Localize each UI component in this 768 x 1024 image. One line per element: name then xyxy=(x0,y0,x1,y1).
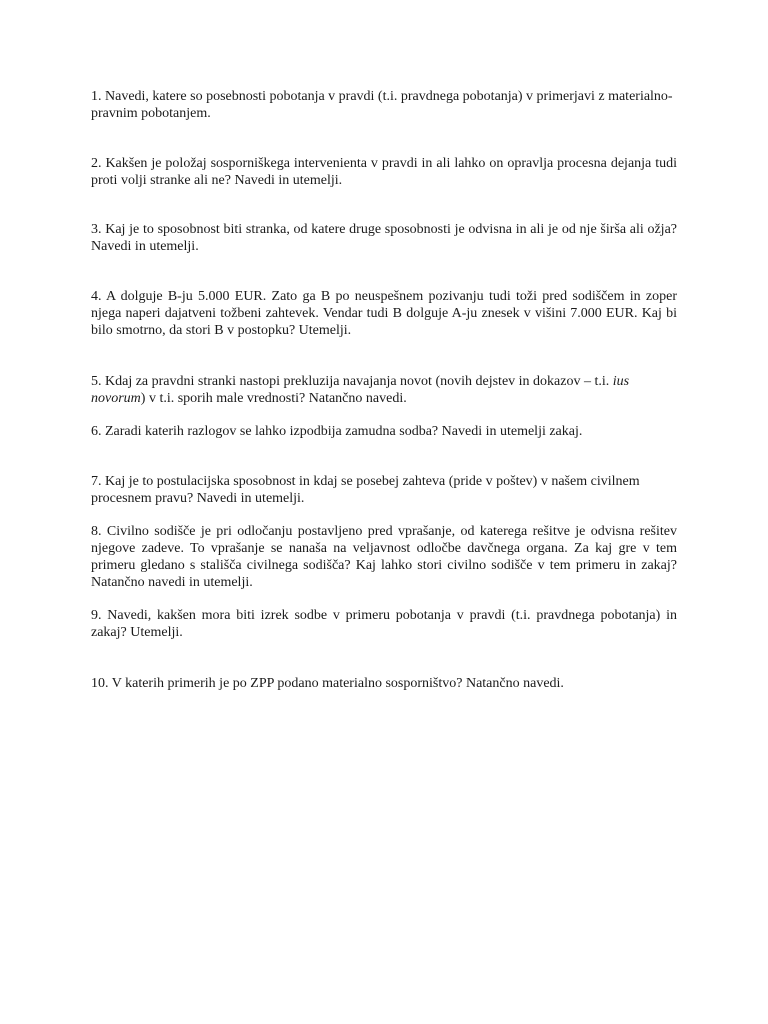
question-3: 3. Kaj je to sposobnost biti stranka, od katere druge sposobnosti je odvisna in ali je od nje širša ali ožja? Navedi in utemelji. xyxy=(91,222,677,254)
question-5 xyxy=(91,373,677,407)
question-9: 9. Navedi, kakšen mora biti izrek sodbe v primeru pobotanja v pravdi (t.i. pravdnega pobotanja) in zakaj? Utemelji. xyxy=(91,608,677,640)
question-7: 7. Kaj je to postulacijska sposobnost in kdaj se posebej zahteva (pride v poštev) v našem civilnem procesnem pravu? Navedi in utemelji. xyxy=(91,474,640,506)
question-5-text-end: ) v t.i. sporih male vrednosti? Natančno navedi. xyxy=(140,391,407,406)
question-1: 1. Navedi, katere so posebnosti pobotanja v pravdi (t.i. pravdnega pobotanja) v primerjavi z materialno-pravnim pobotanjem. xyxy=(91,89,673,121)
question-5-italic-term: ius novorum xyxy=(91,374,630,406)
question-4: 4. A dolguje B-ju 5.000 EUR. Zato ga B po neuspešnem pozivanju tudi toži pred sodiščem in zoper njega naperi dajatveni tožbeni zahtevek. Vendar tudi B dolguje A-ju znesek v višini 7.000 EUR. Kaj bi bilo smotrno, da stori B v postopku? Utemelji. xyxy=(91,289,677,338)
question-5-text-start: 5. Kdaj za pravdni stranki nastopi prekluzija navajanja novot (novih dejstev in dokazov – t.i. xyxy=(91,374,613,389)
question-2: 2. Kakšen je položaj sosporniškega intervenienta v pravdi in ali lahko on opravlja procesna dejanja tudi proti volji stranke ali ne? Navedi in utemelji. xyxy=(91,156,677,188)
question-6: 6. Zaradi katerih razlogov se lahko izpodbija zamudna sodba? Navedi in utemelji zakaj. xyxy=(91,424,583,439)
question-10: 10. V katerih primerih je po ZPP podano materialno sosporništvo? Natančno navedi. xyxy=(91,676,564,691)
question-8: 8. Civilno sodišče je pri odločanju postavljeno pred vprašanje, od katerega rešitve je odvisna rešitev njegove zadeve. To vprašanje se nanaša na veljavnost odločbe davčnega organa. Za kaj gre v tem primeru gledano s stališča civilnega sodišča? Kaj lahko stori civilno sodišče v tem primeru in zakaj? Natančno navedi in utemelji. xyxy=(91,524,677,590)
